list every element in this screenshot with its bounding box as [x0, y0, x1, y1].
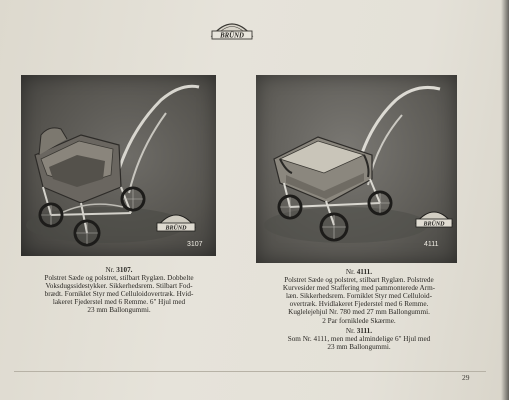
brand-logo-text: BRÜND [220, 32, 244, 40]
brand-logo [208, 14, 256, 44]
brand-badge-text: BRÜND [165, 225, 187, 232]
brand-badge [416, 212, 452, 228]
description-line: Polstret Sæde og polstret, stilbart Ryglæn. Dobbelte [44, 274, 194, 283]
photo-number: 3107 [187, 241, 203, 248]
product-description-4111 [265, 268, 453, 351]
description-line: Kuglelejehjul Nr. 780 med 27 mm Ballongummi. [288, 308, 430, 317]
description-line: Polstret Sæde og polstret, stilbart Ryglæn. Polstrede [284, 276, 434, 285]
product-number: Nr. 3107. [105, 266, 133, 274]
variant-line: 23 mm Ballongummi. [327, 342, 391, 351]
product-photo-4111 [256, 75, 457, 263]
pram-illustration [256, 75, 457, 263]
description-line: læn. Sikkerhedsrem. Forniklet Styr med Celluloid- [286, 292, 432, 301]
description-line: Voksdugssidestykker. Sikkerhedsrem. Stilbart Fod- [45, 282, 193, 291]
description-line: 23 mm Ballongummi. [87, 306, 151, 315]
description-line: Kurvesider med Staffering med pammonterede Arm- [282, 284, 436, 293]
product-description-3107 [34, 266, 204, 315]
variant-line: Som Nr. 4111, men med almindelige 6" Hjul med [287, 334, 431, 343]
variant-number: Nr. 3111. [345, 326, 373, 335]
page-edge-shadow [501, 0, 509, 400]
description-line: overtræk. Hvidlakeret Fjederstel med 6 Remme. [289, 300, 429, 309]
product-photo-3107 [21, 75, 216, 256]
description-line: brædt. Forniklet Styr med Celluloidovertræk. Hvid- [44, 290, 194, 299]
brand-badge-text: BRÜND [423, 221, 445, 228]
product-number: Nr. 4111. [345, 268, 373, 276]
description-line: 2 Par forniklede Skærme. [322, 316, 396, 325]
page-number: 29 [462, 373, 470, 382]
photo-number: 4111 [424, 241, 439, 248]
footer-divider [14, 371, 486, 372]
pram-illustration [21, 75, 216, 256]
description-line: lakeret Fjederstel med 6 Remme. 6" Hjul med [52, 298, 186, 307]
